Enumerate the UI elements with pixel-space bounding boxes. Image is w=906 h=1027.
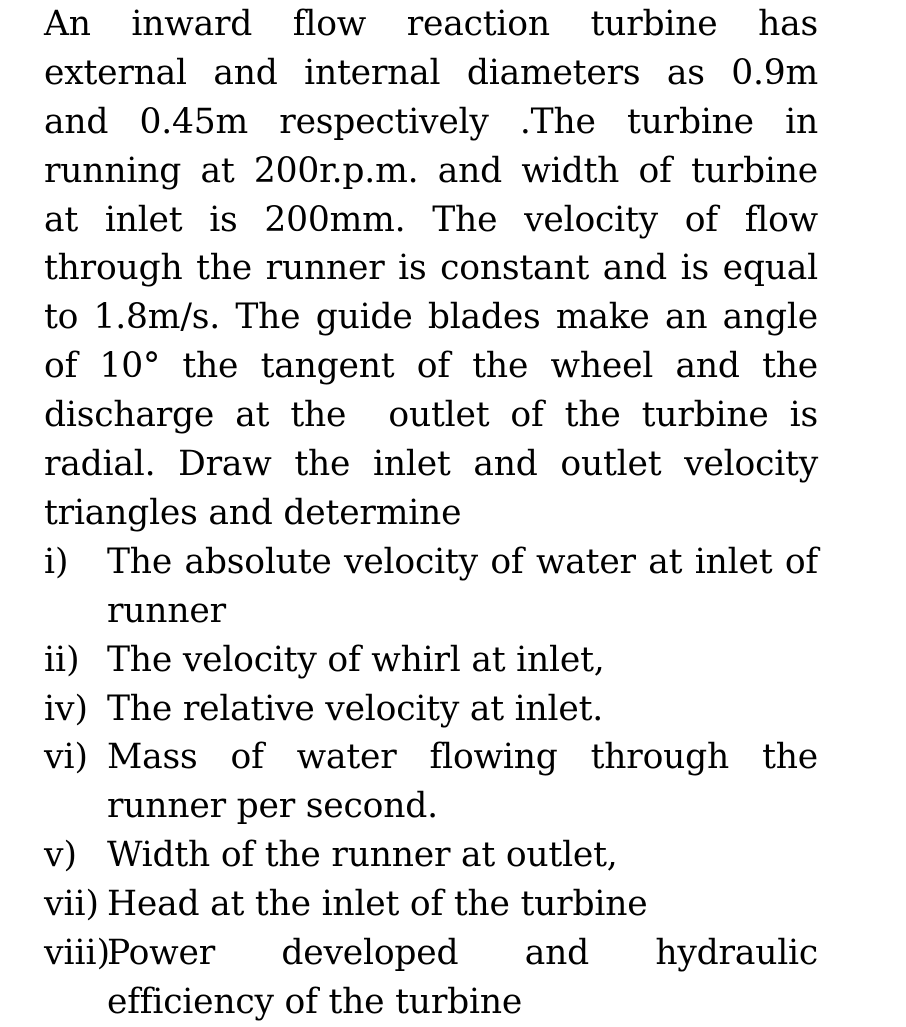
list-item <box>44 538 818 636</box>
problem-text <box>44 0 818 1027</box>
statement-line-8: of 10° the tangent of the wheel and the <box>44 346 818 387</box>
item-text-line: runner <box>107 590 226 631</box>
item-number: iv) <box>44 688 88 729</box>
item-number: vii) <box>44 884 100 925</box>
item-number: vi) <box>44 737 88 778</box>
item-number: i) <box>44 541 69 582</box>
item-text <box>107 685 818 734</box>
statement-line-7: to 1.8m/s. The guide blades make an angle <box>44 297 818 338</box>
item-text <box>107 538 818 636</box>
statement-line-4: running at 200r.p.m. and width of turbine <box>44 150 818 191</box>
item-text-line: efficiency of the turbine <box>107 981 523 1022</box>
item-text-line: Mass of water flowing through the <box>107 737 818 778</box>
list-item <box>44 733 818 831</box>
item-text <box>107 880 818 929</box>
item-number: v) <box>44 835 77 876</box>
statement-line-2: external and internal diameters as 0.9m <box>44 52 818 93</box>
list-item <box>44 636 818 685</box>
problem-statement <box>44 0 818 538</box>
item-text <box>107 636 818 685</box>
list-item <box>44 831 818 880</box>
item-text-line: runner per second. <box>107 786 438 827</box>
list-item <box>44 880 818 929</box>
item-text-line: Power developed and hydraulic <box>107 933 818 974</box>
statement-line-5: at inlet is 200mm. The velocity of flow <box>44 199 818 240</box>
statement-line-1: An inward flow reaction turbine has <box>44 4 818 44</box>
statement-line-10: radial. Draw the inlet and outlet velocity <box>44 444 818 485</box>
item-text-line: The relative velocity at inlet. <box>107 688 604 729</box>
item-text-line: The absolute velocity of water at inlet of <box>107 541 818 582</box>
item-text-line: Head at the inlet of the turbine <box>107 884 648 925</box>
item-text <box>107 831 818 880</box>
list-item <box>44 685 818 734</box>
statement-line-3: and 0.45m respectively .The turbine in <box>44 101 818 142</box>
item-text <box>107 929 818 1027</box>
statement-line-9: discharge at the outlet of the turbine is <box>44 395 818 436</box>
item-text-line: Width of the runner at outlet, <box>107 835 618 876</box>
item-number: viii) <box>44 933 111 974</box>
question-list <box>44 538 818 1027</box>
item-text-line: The velocity of whirl at inlet, <box>107 639 605 680</box>
item-number: ii) <box>44 639 80 680</box>
item-text <box>107 733 818 831</box>
statement-line-6: through the runner is constant and is equal <box>44 248 818 289</box>
list-item <box>44 929 818 1027</box>
statement-line-11: triangles and determine <box>44 492 462 533</box>
